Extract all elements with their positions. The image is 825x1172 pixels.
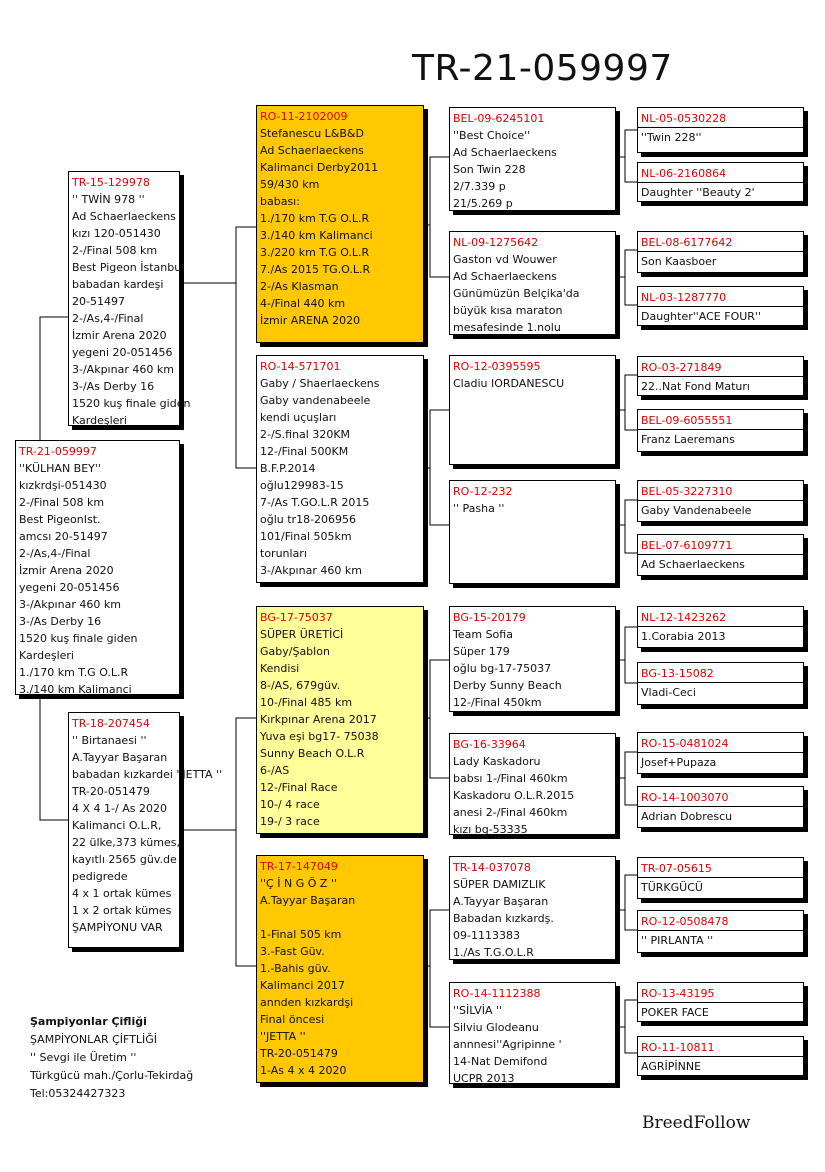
- pedigree-line: UCPR 2013: [453, 1072, 515, 1085]
- pedigree-line: Silviu Glodeanu: [453, 1021, 539, 1034]
- pedigree-line: Ad Schaerlaeckens: [641, 558, 745, 571]
- pedigree-line: ''KÜLHAN BEY'': [19, 462, 101, 475]
- pedigree-line: kendi uçuşları: [260, 411, 337, 424]
- pedigree-line: Kardeşleri: [72, 414, 127, 427]
- pedigree-line: 8-/AS, 679güv.: [260, 679, 341, 692]
- pedigree-line: Best Pigeon İstanbul: [72, 261, 185, 274]
- pigeon-card-subject: [15, 440, 180, 695]
- pedigree-line: 7-/As T.GO.L.R 2015: [260, 496, 370, 509]
- pedigree-line: Final öncesi: [260, 1013, 325, 1026]
- pigeon-card-dds: [449, 856, 616, 960]
- pedigree-line: Adrian Dobrescu: [641, 810, 733, 823]
- pedigree-line: Gaby Vandenabeele: [641, 504, 752, 517]
- pigeon-card-dd: [256, 855, 424, 1083]
- pigeon-card-sdd: [449, 480, 616, 584]
- pedigree-line: 2-/As,4-/Final: [72, 312, 144, 325]
- pedigree-line: Franz Laeremans: [641, 433, 735, 446]
- pedigree-line: [260, 909, 420, 926]
- farm-name: Şampiyonlar Çifliği: [30, 1015, 147, 1028]
- pedigree-line: oğlu bg-17-75037: [453, 662, 552, 675]
- farm-address: Türkgücü mah./Çorlu-Tekirdağ: [30, 1069, 194, 1082]
- pedigree-line: A.Tayyar Başaran: [260, 894, 356, 907]
- pedigree-line: pedigrede: [72, 870, 128, 883]
- ring-number: TR-07-05615: [641, 862, 712, 875]
- ring-number: TR-21-059997: [19, 445, 97, 458]
- pigeon-card-g8: [637, 534, 804, 576]
- farm-name-caps: ŞAMPİYONLAR ÇİFTLİĞİ: [30, 1033, 158, 1046]
- pedigree-line: TR-20-051479: [72, 785, 150, 798]
- card-divider: [638, 182, 803, 183]
- pedigree-line: 2-/As Klasman: [260, 280, 339, 293]
- pigeon-card-ss: [256, 105, 424, 343]
- pedigree-line: 22..Nat Fond Maturı: [641, 380, 750, 393]
- ring-number: BG-16-33964: [453, 738, 526, 751]
- pedigree-line: 6-/AS: [260, 764, 290, 777]
- pedigree-line: büyük kısa maraton: [453, 304, 563, 317]
- ring-number: BEL-09-6055551: [641, 414, 733, 427]
- farm-phone: Tel:05324427323: [30, 1087, 126, 1100]
- pigeon-card-g4: [637, 286, 804, 326]
- pigeon-card-g11: [637, 732, 804, 774]
- pedigree-line: 2-/Final 508 km: [19, 496, 105, 509]
- pigeon-card-g10: [637, 662, 804, 705]
- pedigree-line: kızkrdşi-051430: [19, 479, 107, 492]
- pigeon-card-g14: [637, 910, 804, 953]
- pedigree-line: 2-/Final 508 km: [72, 244, 158, 257]
- pedigree-line: 20-51497: [72, 295, 125, 308]
- ring-number: NL-05-0530228: [641, 112, 727, 125]
- card-divider: [638, 877, 803, 878]
- ring-number: RO-12-0508478: [641, 915, 729, 928]
- pedigree-line: 1.-Bahis güv.: [260, 962, 331, 975]
- card-divider: [638, 376, 803, 377]
- ring-number: RO-11-10811: [641, 1041, 715, 1054]
- pigeon-card-g7: [637, 480, 804, 522]
- pedigree-line: B.F.P.2014: [260, 462, 316, 475]
- card-divider: [638, 1056, 803, 1057]
- pigeon-card-g9: [637, 606, 804, 648]
- pedigree-line: 4-/Final 440 km: [260, 297, 346, 310]
- pedigree-line: 1520 kuş finale giden: [72, 397, 191, 410]
- pigeon-card-ds: [256, 606, 424, 834]
- pedigree-line: babadan kardeşi: [72, 278, 164, 291]
- pedigree-line: 14-Nat Demifond: [453, 1055, 548, 1068]
- pedigree-line: kızı bg-53335: [453, 823, 528, 836]
- pedigree-line: Ad Schaerlaeckens: [453, 146, 557, 159]
- pedigree-line: İzmir ARENA 2020: [260, 314, 361, 327]
- pedigree-line: Vladi-Ceci: [641, 686, 696, 699]
- pedigree-line: 21/5.269 p: [453, 197, 513, 210]
- pedigree-line: 12-/Final Race: [260, 781, 338, 794]
- pedigree-line: annnesi''Agripinne ': [453, 1038, 562, 1051]
- pedigree-line: Gaby / Shaerlaeckens: [260, 377, 380, 390]
- pedigree-line: 3./140 km Kalimanci: [260, 229, 373, 242]
- pedigree-line: 59/430 km: [260, 178, 320, 191]
- pedigree-line: '' PIRLANTA '': [641, 934, 714, 947]
- pedigree-line: 3-/Akpınar 460 km: [72, 363, 174, 376]
- pedigree-line: Kardeşleri: [19, 649, 74, 662]
- pedigree-line: 2/7.339 p: [453, 180, 506, 193]
- pedigree-line: 3-/Akpınar 460 km: [19, 598, 121, 611]
- pedigree-line: '' TWİN 978 '': [72, 193, 145, 206]
- pedigree-line: 1-Final 505 km: [260, 928, 342, 941]
- pigeon-card-sd: [256, 355, 424, 583]
- pedigree-line: SÜPER ÜRETİCİ: [260, 628, 344, 641]
- pedigree-line: Kalimanci 2017: [260, 979, 345, 992]
- card-divider: [638, 1002, 803, 1003]
- pedigree-line: 3-/As Derby 16: [19, 615, 102, 628]
- pedigree-line: kayıtlı 2565 güv.de: [72, 853, 177, 866]
- ring-number: BEL-07-6109771: [641, 539, 733, 552]
- ring-number: TR-15-129978: [72, 176, 150, 189]
- pedigree-line: 09-1113383: [453, 929, 520, 942]
- ring-number: RO-11-2102009: [260, 110, 348, 123]
- pedigree-line: Ad Schaerlaeckens: [72, 210, 176, 223]
- pedigree-line: ''Best Choice'': [453, 129, 531, 142]
- brand-logo-text: BreedFollow: [642, 1113, 751, 1133]
- pigeon-card-g3: [637, 231, 804, 273]
- card-divider: [638, 500, 803, 501]
- pedigree-line: 1520 kuş finale giden: [19, 632, 138, 645]
- pedigree-line: SÜPER DAMIZLIK: [453, 878, 546, 891]
- pedigree-line: 1./As T.G.O.L.R: [453, 946, 534, 959]
- pigeon-card-g12: [637, 786, 804, 828]
- pedigree-line: Kendisi: [260, 662, 300, 675]
- pedigree-line: oğlu129983-15: [260, 479, 344, 492]
- pedigree-line: 3./220 km T.G O.L.R: [260, 246, 370, 259]
- pigeon-card-ddd: [449, 982, 616, 1084]
- pedigree-line: İzmir Arena 2020: [19, 564, 114, 577]
- pedigree-line: TR-20-051479: [260, 1047, 338, 1060]
- pedigree-line: Ad Schaerlaeckens: [260, 144, 364, 157]
- pedigree-line: Yuva eşi bg17- 75038: [260, 730, 379, 743]
- pedigree-line: 3./140 km Kalimanci: [19, 683, 132, 696]
- pedigree-line: yegeni 20-051456: [19, 581, 120, 594]
- pedigree-line: babsı 1-/Final 460km: [453, 772, 568, 785]
- ring-number: TR-18-207454: [72, 717, 150, 730]
- pigeon-card-sds: [449, 355, 616, 465]
- pedigree-line: kızı 120-051430: [72, 227, 161, 240]
- pedigree-line: Team Sofia: [453, 628, 513, 641]
- pedigree-line: 4 x 1 ortak kümes: [72, 887, 172, 900]
- pedigree-line: İzmir Arena 2020: [72, 329, 167, 342]
- pedigree-line: ''Ç İ N G Ö Z '': [260, 877, 337, 890]
- pedigree-line: Kalimanci Derby2011: [260, 161, 379, 174]
- card-divider: [638, 251, 803, 252]
- ring-number: NL-09-1275642: [453, 236, 539, 249]
- pedigree-line: 1 x 2 ortak kümes: [72, 904, 172, 917]
- pedigree-line: 1./170 km T.G O.L.R: [260, 212, 370, 225]
- pigeon-card-g13: [637, 857, 804, 899]
- pedigree-line: A.Tayyar Başaran: [453, 895, 549, 908]
- ring-number: BEL-05-3227310: [641, 485, 733, 498]
- pedigree-line: Son Kaasboer: [641, 255, 717, 268]
- pedigree-line: Lady Kaskadoru: [453, 755, 541, 768]
- pedigree-line: Gaby vandenabeele: [260, 394, 371, 407]
- ring-number: RO-15-0481024: [641, 737, 729, 750]
- pedigree-line: 19-/ 3 race: [260, 815, 320, 828]
- card-divider: [638, 682, 803, 683]
- card-divider: [638, 752, 803, 753]
- pedigree-line: 3-/As Derby 16: [72, 380, 155, 393]
- pedigree-line: 10-/Final 485 km: [260, 696, 353, 709]
- pedigree-line: Josef+Pupaza: [641, 756, 717, 769]
- pedigree-line: Kırkpınar Arena 2017: [260, 713, 377, 726]
- card-divider: [638, 930, 803, 931]
- pigeon-card-g6: [637, 409, 804, 452]
- pedigree-line: Daughter''ACE FOUR'': [641, 310, 761, 323]
- ring-number: RO-14-1112388: [453, 987, 541, 1000]
- card-divider: [638, 306, 803, 307]
- ring-number: BG-13-15082: [641, 667, 714, 680]
- pedigree-line: Son Twin 228: [453, 163, 526, 176]
- pigeon-card-dss: [449, 606, 616, 712]
- pedigree-line: Best PigeonIst.: [19, 513, 101, 526]
- pedigree-line: 22 ülke,373 kümes,: [72, 836, 180, 849]
- pedigree-line: Babadan kızkardş.: [453, 912, 554, 925]
- pedigree-line: 12-/Final 500KM: [260, 445, 349, 458]
- ring-number: BG-17-75037: [260, 611, 333, 624]
- pedigree-line: 1./170 km T.G O.L.R: [19, 666, 129, 679]
- ring-number: RO-12-0395595: [453, 360, 541, 373]
- ring-number: RO-14-1003070: [641, 791, 729, 804]
- pedigree-line: A.Tayyar Başaran: [72, 751, 168, 764]
- pigeon-card-g2: [637, 162, 804, 202]
- pedigree-line: 7./As 2015 TG.O.L.R: [260, 263, 371, 276]
- pedigree-line: 1-As 4 x 4 2020: [260, 1064, 347, 1077]
- pedigree-line: Stefanescu L&B&D: [260, 127, 364, 140]
- ring-number: BG-15-20179: [453, 611, 526, 624]
- ring-number: BEL-08-6177642: [641, 236, 733, 249]
- pigeon-card-dsd: [449, 733, 616, 835]
- pedigree-line: 4 X 4 1-/ As 2020: [72, 802, 167, 815]
- pedigree-line: Daughter ''Beauty 2': [641, 186, 755, 199]
- farm-slogan: '' Sevgi ile Üretim '': [30, 1051, 137, 1064]
- pedigree-line: annden kızkardşi: [260, 996, 354, 1009]
- ring-number: TR-14-037078: [453, 861, 531, 874]
- pedigree-title: TR-21-059997: [412, 48, 673, 89]
- ring-number: BEL-09-6245101: [453, 112, 545, 125]
- ring-number: RO-13-43195: [641, 987, 715, 1000]
- pedigree-line: ŞAMPİYONU VAR: [72, 921, 163, 934]
- pedigree-line: ''Twin 228'': [641, 131, 702, 144]
- pedigree-line: 2-/As,4-/Final: [19, 547, 91, 560]
- pigeon-card-dam: [68, 712, 223, 948]
- pedigree-line: 12-/Final 450km: [453, 696, 542, 709]
- pedigree-line: torunları: [260, 547, 307, 560]
- card-divider: [638, 806, 803, 807]
- ring-number: TR-17-147049: [260, 860, 338, 873]
- pigeon-card-ssd: [449, 231, 616, 335]
- ring-number: NL-12-1423262: [641, 611, 727, 624]
- pigeon-card-sire: [68, 171, 191, 427]
- pedigree-line: oğlu tr18-206956: [260, 513, 357, 526]
- pigeon-card-g5: [637, 356, 804, 396]
- footer-contact: [30, 1013, 193, 1103]
- pedigree-line: 2-/S.final 320KM: [260, 428, 351, 441]
- pedigree-line: AGRİPİNNE: [641, 1060, 702, 1073]
- pigeon-card-g16: [637, 1036, 804, 1076]
- pedigree-line: Derby Sunny Beach: [453, 679, 562, 692]
- pedigree-line: POKER FACE: [641, 1006, 709, 1019]
- pigeon-card-g1: [637, 107, 804, 153]
- pedigree-line: ''JETTA '': [260, 1030, 306, 1043]
- pedigree-line: mesafesinde 1.nolu: [453, 321, 561, 334]
- pedigree-line: 101/Final 505km: [260, 530, 352, 543]
- pedigree-line: 10-/ 4 race: [260, 798, 320, 811]
- pedigree-line: Ad Schaerlaeckens: [453, 270, 557, 283]
- ring-number: RO-03-271849: [641, 361, 722, 374]
- pedigree-line: '' Pasha '': [453, 502, 505, 515]
- ring-number: RO-14-571701: [260, 360, 341, 373]
- pedigree-line: Cladiu IORDANESCU: [453, 377, 565, 390]
- pedigree-line: 3-/Akpınar 460 km: [260, 564, 362, 577]
- card-divider: [638, 626, 803, 627]
- card-divider: [638, 429, 803, 430]
- pedigree-line: 1.Corabia 2013: [641, 630, 726, 643]
- pigeon-card-sss: [449, 107, 616, 211]
- pedigree-line: ''SİLVİA '': [453, 1004, 503, 1017]
- pedigree-line: Kaskadoru O.L.R.2015: [453, 789, 575, 802]
- pedigree-line: Kalimanci O.L.R,: [72, 819, 162, 832]
- pedigree-line: Günümüzün Belçika'da: [453, 287, 580, 300]
- pedigree-line: Gaston vd Wouwer: [453, 253, 557, 266]
- pedigree-line: '' Birtanaesi '': [72, 734, 147, 747]
- pedigree-line: amcsı 20-51497: [19, 530, 108, 543]
- pedigree-line: Gaby/Şablon: [260, 645, 330, 658]
- pedigree-line: TÜRKGÜCÜ: [641, 881, 703, 894]
- card-divider: [638, 554, 803, 555]
- pedigree-line: babası:: [260, 195, 300, 208]
- pigeon-card-g15: [637, 982, 804, 1022]
- ring-number: RO-12-232: [453, 485, 513, 498]
- pedigree-line: babadan kızkardei ''JETTA '': [72, 768, 223, 781]
- ring-number: NL-06-2160864: [641, 167, 727, 180]
- pedigree-line: anesi 2-/Final 460km: [453, 806, 568, 819]
- card-divider: [638, 127, 803, 128]
- ring-number: NL-03-1287770: [641, 291, 727, 304]
- pedigree-line: 3.-Fast Güv.: [260, 945, 325, 958]
- pedigree-line: yegeni 20-051456: [72, 346, 173, 359]
- pedigree-line: Süper 179: [453, 645, 510, 658]
- pedigree-line: Sunny Beach O.L.R: [260, 747, 365, 760]
